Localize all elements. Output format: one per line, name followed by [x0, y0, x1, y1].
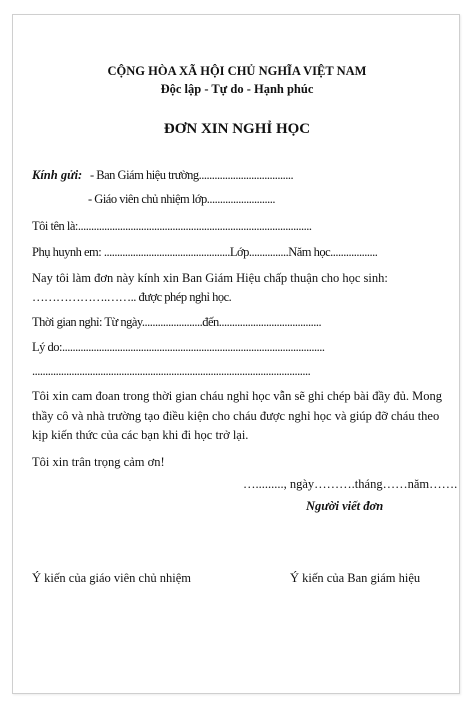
commitment-line: thầy cô và nhà trường tạo điều kiện cho cháu được nghỉ học và giúp đỡ cháu theo — [32, 409, 440, 423]
document-title: ĐƠN XIN NGHỈ HỌC — [163, 121, 311, 137]
commitment-line: kịp kiến thức của các bạn khi đi học trở lại. — [32, 428, 249, 442]
motto: Độc lập - Tự do - Hạnh phúc — [160, 82, 314, 96]
thanks-text: Tôi xin trân trọng cảm ơn! — [32, 455, 165, 469]
teacher-opinion-label: Ý kiến của giáo viên chủ nhiệm — [32, 571, 191, 585]
recipient-teacher: - Giáo viên chủ nhiệm lớp.......................... — [88, 192, 275, 206]
student-name-field: ……………….…….. được phép nghỉ học. — [32, 290, 232, 304]
board-opinion-label: Ý kiến của Ban giám hiệu — [290, 571, 421, 585]
signer-label: Người viết đơn — [306, 499, 384, 513]
commitment-line: Tôi xin cam đoan trong thời gian cháu nghỉ học vẫn sẽ ghi chép bài đầy đủ. Mong — [32, 389, 442, 403]
leave-period-field: Thời gian nghỉ: Từ ngày.......................đến....................................... — [32, 315, 322, 329]
recipient-label: Kính gửi: — [32, 168, 83, 182]
reason-continuation: .......................................................................................................... — [32, 364, 311, 378]
request-text: Nay tôi làm đơn này kính xin Ban Giám Hiệu chấp thuận cho học sinh: — [32, 271, 388, 285]
national-title: CỘNG HÒA XÃ HỘI CHỦ NGHĨA VIỆT NAM — [107, 64, 367, 78]
reason-field: Lý do:.................................................................................................... — [32, 340, 325, 354]
parent-class-field: Phụ huynh em: ................................................Lớp...............Năm học.................. — [32, 245, 378, 259]
name-field: Tôi tên là:......................................................................................... — [32, 219, 312, 233]
date-line: …........., ngày……….tháng……năm……. — [243, 477, 458, 491]
recipient-school: - Ban Giám hiệu trường.................................... — [90, 168, 294, 182]
